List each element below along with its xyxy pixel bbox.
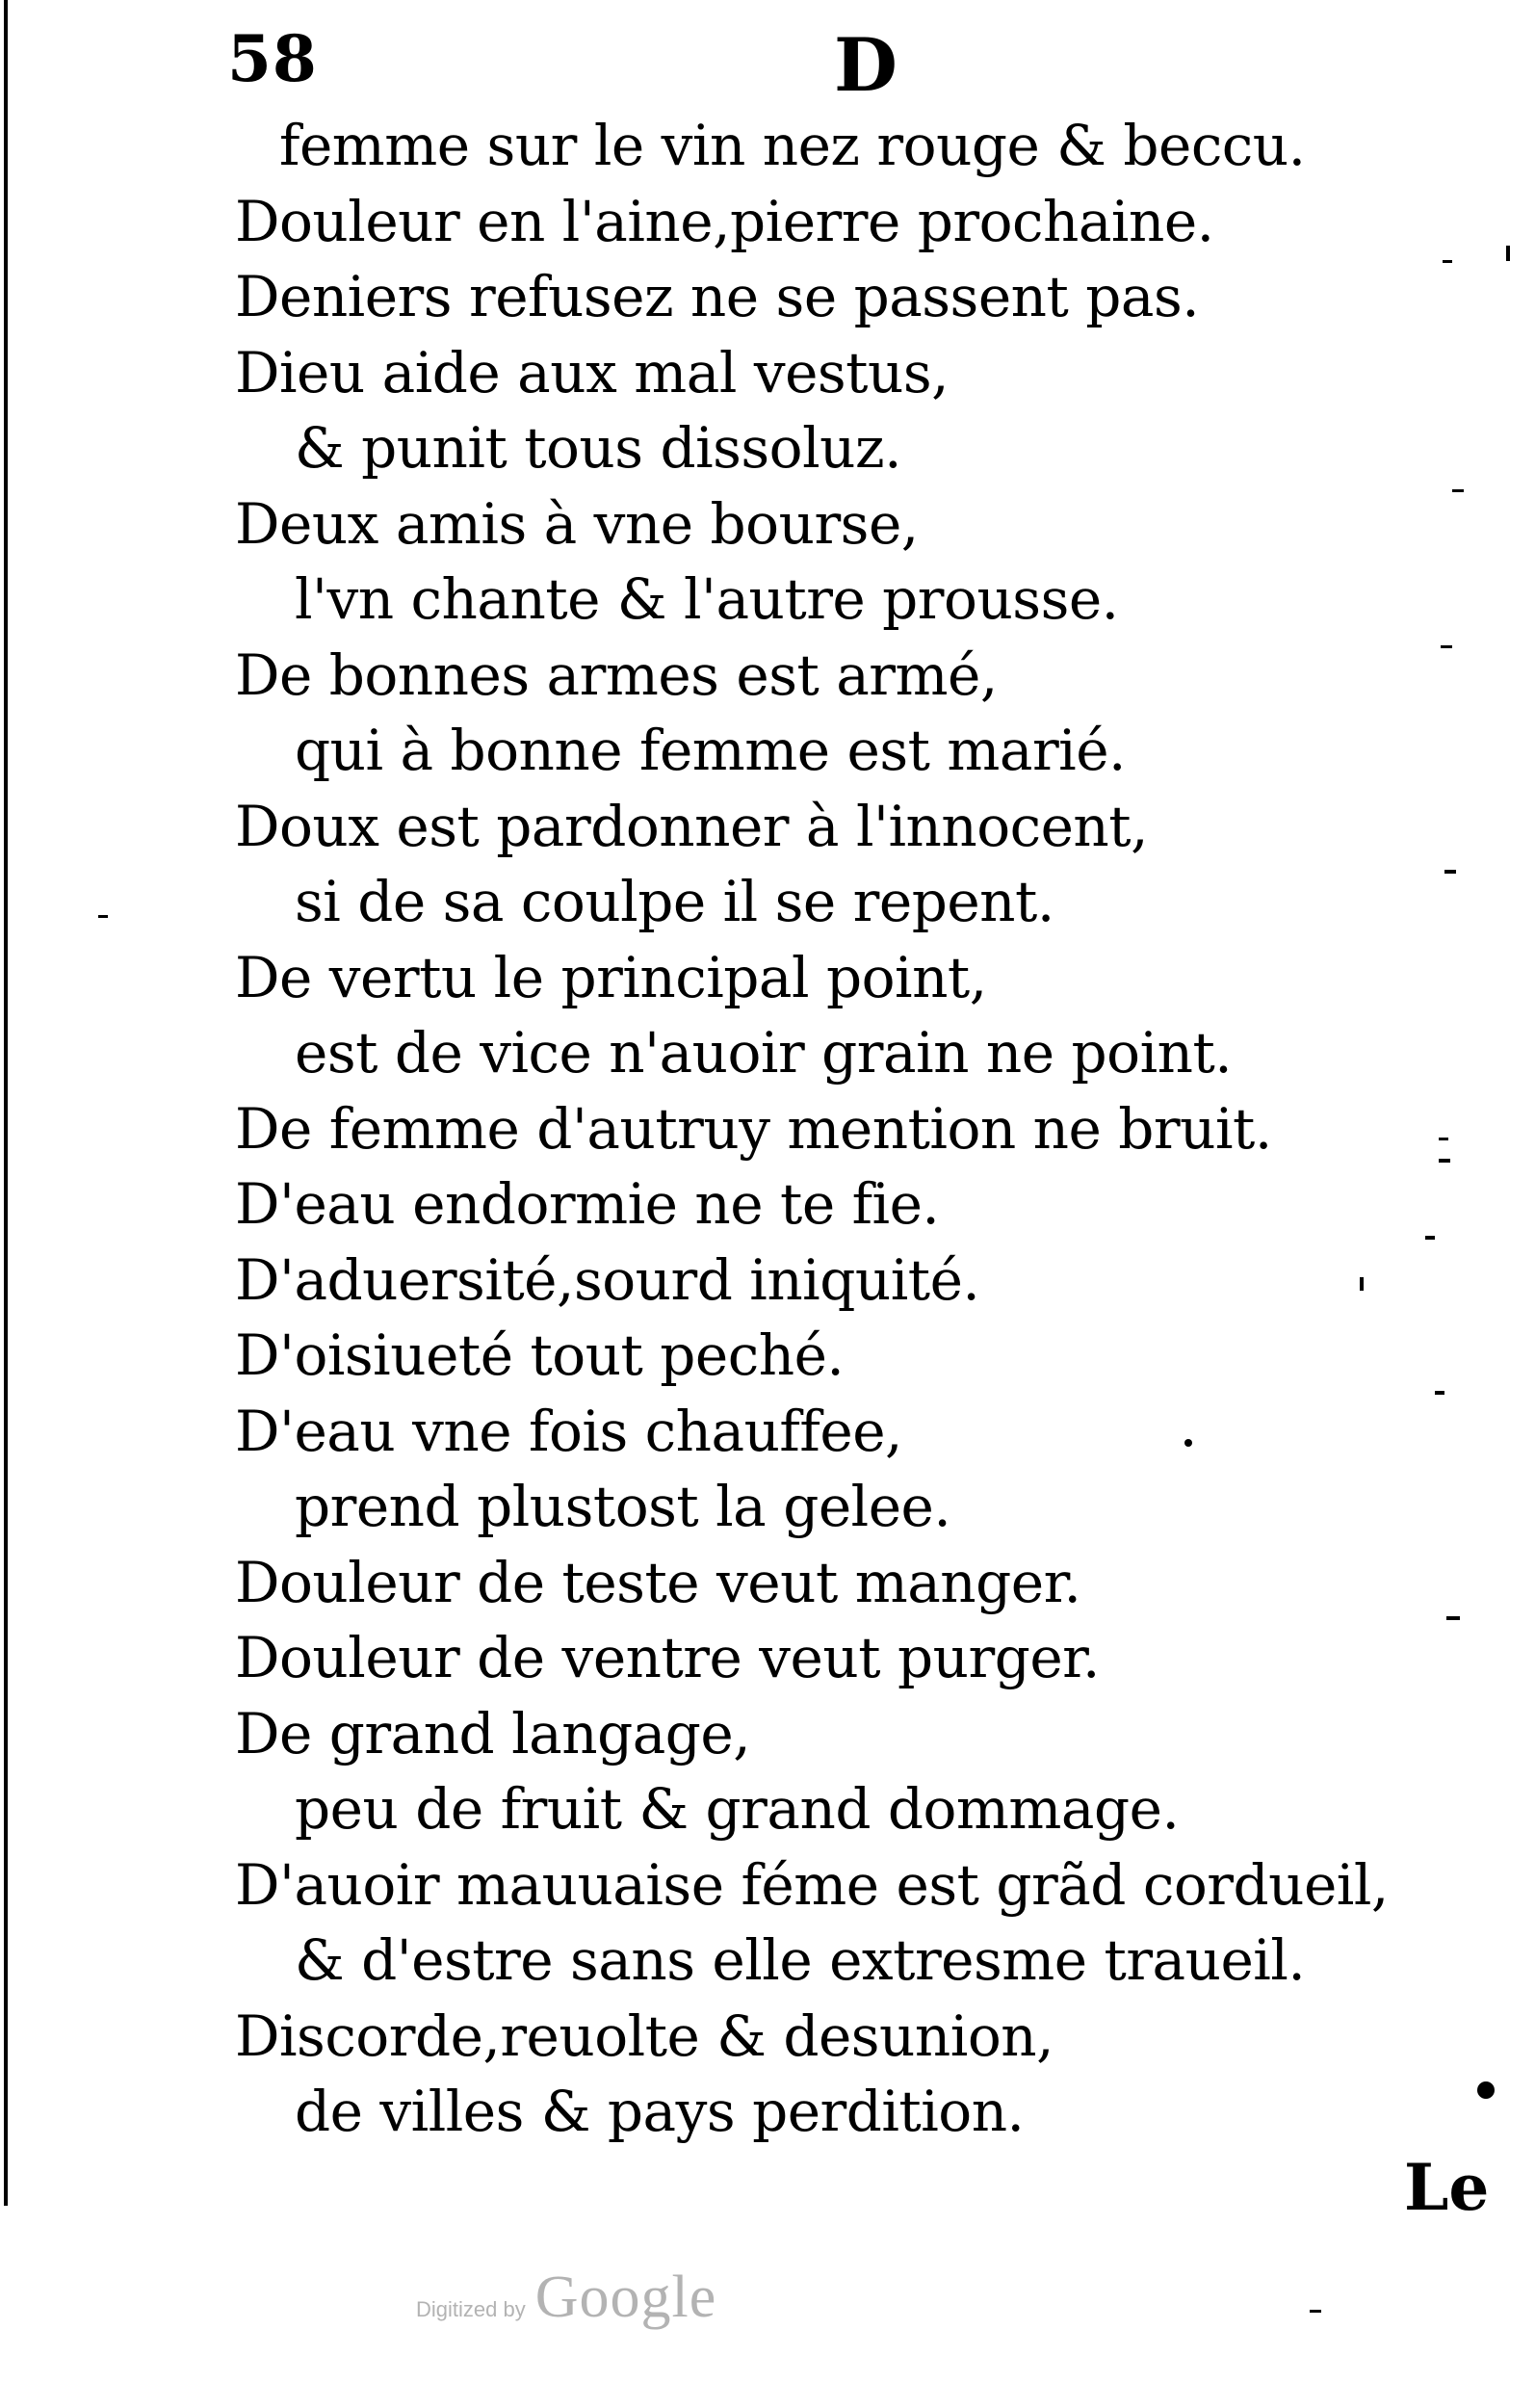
ink-speck (1439, 1159, 1450, 1163)
text-line: si de sa coulpe il se repent. (295, 869, 1054, 934)
text-line: prend plustost la gelee. (295, 1474, 951, 1539)
text-line: D'oisiueté tout peché. (235, 1322, 845, 1388)
watermark-brand: Google (534, 2264, 717, 2330)
text-line: Deux amis à vne bourse, (235, 490, 919, 557)
ink-speck (1446, 1616, 1460, 1620)
text-line: D'eau endormie ne te fie. (235, 1171, 940, 1237)
text-line: De vertu le principal point, (235, 944, 987, 1010)
page-edge-rule (4, 0, 8, 2206)
ink-speck (1443, 260, 1452, 263)
text-line: De grand langage, (235, 1700, 751, 1767)
ink-speck (1310, 2310, 1321, 2313)
watermark-prefix: Digitized by (416, 2297, 526, 2321)
text-line: D'auoir mauuaise féme est grãd cordueil, (235, 1851, 1389, 1918)
text-line: est de vice n'auoir grain ne point. (295, 1020, 1233, 1086)
text-line: peu de fruit & grand dommage. (295, 1776, 1180, 1842)
ink-speck (1506, 246, 1510, 261)
text-line: Douleur de teste veut manger. (235, 1549, 1081, 1615)
text-line: Dieu aide aux mal vestus, (235, 339, 950, 406)
page-number: 58 (227, 21, 318, 96)
ink-speck (1435, 1391, 1444, 1395)
text-line: qui à bonne femme est marié. (295, 718, 1126, 783)
text-line: Deniers refusez ne se passent pas. (235, 264, 1200, 329)
text-line: & d'estre sans elle extresme traueil. (295, 1927, 1306, 1993)
ink-speck (1439, 1138, 1448, 1140)
ink-speck (1477, 2081, 1495, 2099)
digitized-watermark (416, 2264, 716, 2332)
text-line: de villes & pays perdition. (295, 2079, 1025, 2144)
text-line: Discorde,reuolte & desunion, (235, 2002, 1054, 2069)
catchword: Le (1404, 2150, 1490, 2225)
proverb-text-block (235, 108, 1389, 2150)
text-line: Doux est pardonner à l'innocent, (235, 793, 1149, 859)
text-line: l'vn chante & l'autre prousse. (295, 566, 1119, 632)
ink-speck (98, 915, 108, 918)
ink-speck (1441, 645, 1452, 648)
text-line: D'eau vne fois chauffee, (235, 1398, 902, 1464)
ink-speck (1444, 870, 1456, 874)
ink-speck (1452, 489, 1464, 492)
text-line: Douleur de ventre veut purger. (235, 1625, 1100, 1690)
ink-speck (1425, 1236, 1435, 1240)
text-line: De bonnes armes est armé, (235, 641, 998, 708)
text-line: De femme d'autruy mention ne bruit. (235, 1095, 1272, 1162)
text-line: & punit tous dissoluz. (295, 415, 902, 481)
text-line: D'aduersité,sourd iniquité. (235, 1246, 980, 1313)
text-line: femme sur le vin nez rouge & beccu. (279, 113, 1306, 178)
running-head: D (834, 22, 898, 108)
text-line: Douleur en l'aine,pierre prochaine. (235, 188, 1214, 254)
